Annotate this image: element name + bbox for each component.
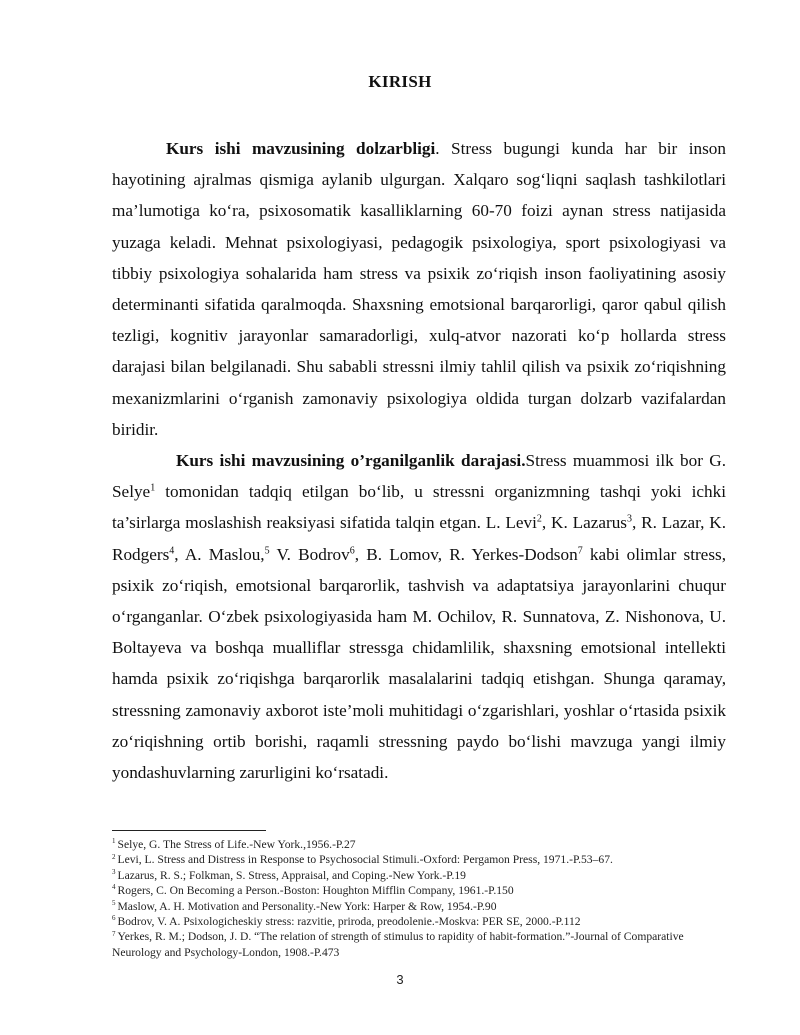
body-text xyxy=(112,133,726,788)
footnote-text: Rogers, C. On Becoming a Person.-Boston: Houghton Mifflin Company, 1961.-P.150 xyxy=(117,884,514,898)
paragraph-text: tomonidan tadqiq etilgan bo‘lib, u stressni organizmning tashqi yoki ichki ta’sirlarga moslashish reaksiyasi sifatida talqin etgan. L. Levi xyxy=(112,482,726,533)
page-title: KIRISH xyxy=(368,72,432,91)
footnote-number: 6 xyxy=(112,914,116,923)
footnote-item xyxy=(112,929,732,960)
footnotes xyxy=(112,837,732,960)
footnote-ref[interactable]: 1 xyxy=(150,482,156,494)
footnote-ref[interactable]: 3 xyxy=(627,513,632,525)
footnote-number: 5 xyxy=(112,898,116,907)
paragraph-heading: Kurs ishi mavzusining o’rganilganlik darajasi. xyxy=(176,451,526,471)
footnote-ref[interactable]: 7 xyxy=(577,544,583,556)
footnote-text: Bodrov, V. A. Psixologicheskiy stress: razvitie, priroda, preodolenie.-Moskva: PER SE, 2000.-P.112 xyxy=(117,915,581,929)
footnote-text: Yerkes, R. M.; Dodson, J. D. “The relation of strength of stimulus to rapidity of habit-formation.”-Journal of Comparative Neurology and Psychology-London, 1908.-P.473 xyxy=(112,930,684,959)
footnote-item xyxy=(112,852,732,867)
footnote-text: Levi, L. Stress and Distress in Response to Psychosocial Stimuli.-Oxford: Pergamon Press, 1971.-P.53–67. xyxy=(117,853,613,867)
footnote-ref[interactable]: 6 xyxy=(349,544,355,556)
paragraph-heading: Kurs ishi mavzusining dolzarbligi xyxy=(166,139,436,158)
paragraph-text: , B. Lomov, R. Yerkes-Dodson xyxy=(354,544,578,564)
footnote-ref[interactable]: 4 xyxy=(169,544,175,556)
footnote-number: 3 xyxy=(112,867,116,876)
paragraph-text: V. Bodrov xyxy=(269,544,350,564)
paragraph-text: . Stress bugungi kunda har bir inson hayotining ajralmas qismiga aylanib ulgurgan. Xalqaro sog‘liqni saqlash tashkilotlari ma’lumotiga ko‘ra, psixosomatik kasalliklarning 60-70 foizi aynan stress natijasida yuzaga keladi. Mehnat psixologiyasi, pedagogik psixologiya, sport psixologiyasi va tibbiy psixologiya sohalarida ham stress va psixik zo‘riqish inson faoliyatining asosiy determinanti sifatida qaralmoqda. Shaxsning emotsional barqarorligi, qaror qabul qilish tezligi, kognitiv jarayonlar samaradorligi, xulq-atvor nazorati ko‘p hollarda stress darajasi bilan belgilanadi. Shu sababli stressni ilmiy tahlil qilish va psixik zo‘riqishning mexanizmlarini o‘rganish zamonaviy psixologiya oldida turgan dolzarb vazifalardan biridir. xyxy=(112,139,726,439)
paragraph-relevance xyxy=(112,133,726,445)
footnote-number: 4 xyxy=(112,883,116,892)
page-number: 3 xyxy=(396,972,404,987)
footnote-text: Lazarus, R. S.; Folkman, S. Stress, Appraisal, and Coping.-New York.-P.19 xyxy=(117,868,466,882)
footnote-number: 7 xyxy=(112,929,116,938)
paragraph-text: , A. Maslou, xyxy=(174,544,265,564)
paragraph-study-level xyxy=(112,445,726,788)
footnote-item xyxy=(112,883,732,898)
footnote-ref[interactable]: 5 xyxy=(264,544,270,556)
footnote-text: Maslow, A. H. Motivation and Personality.-New York: Harper & Row, 1954.-P.90 xyxy=(117,899,497,913)
paragraph-text: Stress muammosi ilk bor G. Selye xyxy=(112,451,726,502)
footnote-number: 1 xyxy=(112,837,116,846)
footnote-item xyxy=(112,899,732,914)
footnote-item xyxy=(112,837,732,852)
paragraph-text: , K. Lazarus xyxy=(541,513,627,533)
footnote-text: Selye, G. The Stress of Life.-New York.,1956.-P.27 xyxy=(117,838,356,851)
footnote-number: 2 xyxy=(112,852,116,861)
footnote-item xyxy=(112,868,732,883)
footnote-separator xyxy=(112,830,266,831)
footnote-item xyxy=(112,914,732,929)
paragraph-text: , R. Lazar, K. Rodgers xyxy=(112,513,726,564)
paragraph-text: kabi olimlar stress, psixik zo‘riqish, emotsional barqarorlik, tashvish va adaptatsiya jarayonlarini chuqur o‘rganganlar. O‘zbek psixologiyasida ham M. Ochilov, R. Sunnatova, Z. Nishonova, U. Boltayeva va boshqa mualliflar stressga chidamlilik, shaxsning emotsional intellekti hamda psixik zo‘riqishga barqarorlik masalalarini tadqiq etishgan. Shunga qaramay, stressning zamonaviy axborot iste’moli muhitidagi o‘zgarishlari, yoshlar o‘rtasida psixik zo‘riqishning ortib borishi, raqamli stressning paydo bo‘lishi mavzuga yangi ilmiy yondashuvlarning zarurligini ko‘rsatadi. xyxy=(112,544,726,783)
footnote-ref[interactable]: 2 xyxy=(536,513,542,525)
